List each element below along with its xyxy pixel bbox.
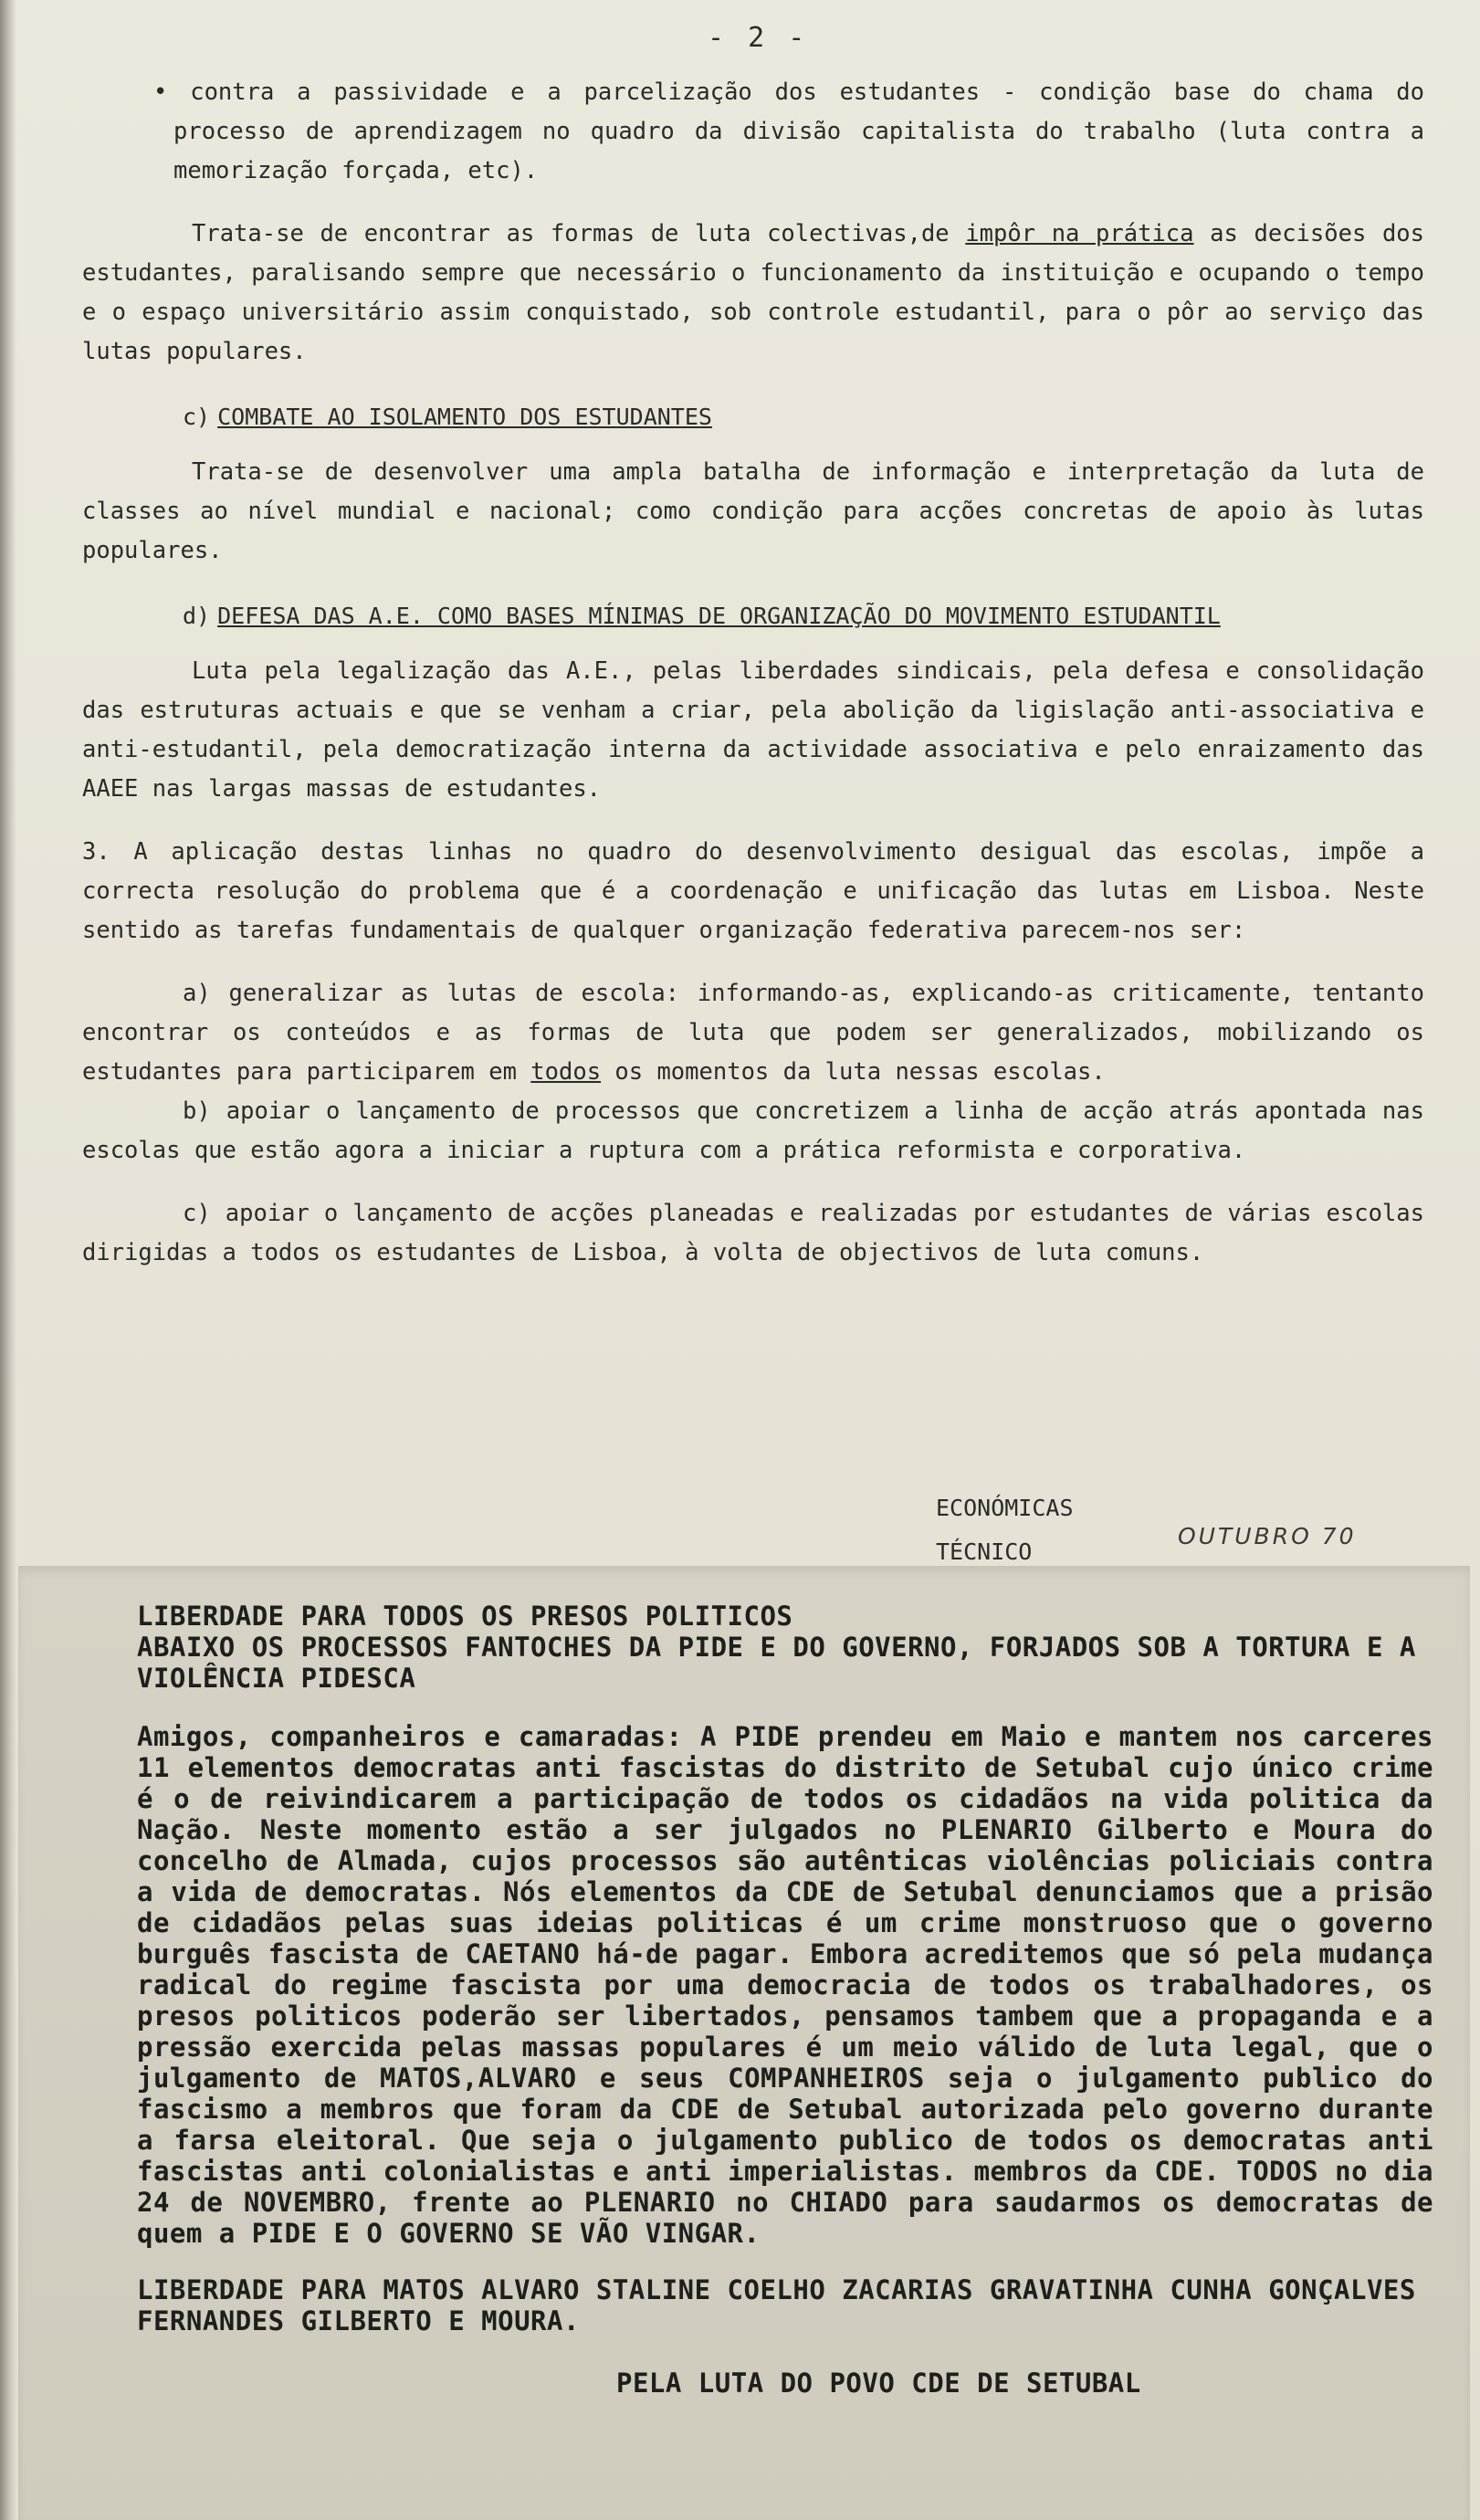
attached-leaflet bbox=[18, 1566, 1470, 2520]
page-number: - 2 - bbox=[708, 22, 809, 54]
signature-tecnico: TÉCNICO bbox=[936, 1538, 1033, 1565]
handwritten-date: OUTUBRO 70 bbox=[1178, 1523, 1357, 1549]
page-edge-shadow bbox=[0, 0, 16, 2520]
task-a-text-1: a) generalizar as lutas de escola: informando-as, explicando-as criticamente, tentanto encontrar os conteúdos e as formas de luta que podem ser generalizados, mobilizando os estudantes para participarem em bbox=[82, 980, 1424, 1086]
leaflet-headline-1: LIBERDADE PARA TODOS OS PRESOS POLITICOS bbox=[137, 1601, 793, 1632]
leaflet-body: Amigos, companheiros e camaradas: A PIDE prendeu em Maio e mantem nos carceres 11 elementos democratas anti fascistas do distrito de Setubal cujo único crime é o de reivindicarem a participação de todos os cidadãos na vida politica da Nação. Neste momento estão a ser julgados no PLENARIO Gilberto e Moura do concelho de Almada, cujos processos são autênticas violências policiais contra a vida de democratas. Nós elementos da CDE de Setubal denunciamos que a prisão de cidadãos pelas suas ideias politicas é um crime monstruoso que o governo burguês fascista de CAETANO há-de pagar. Embora acreditemos que só pela mudança radical do regime fascista por uma democracia de todos os trabalhadores, os presos politicos poderão ser libertados, pensamos tambem que a propaganda e a pressão exercida pelas massas populares é um meio válido de luta legal, que o julgamento de MATOS,ALVARO e seus COMPANHEIROS seja o julgamento publico do fascismo a membros que foram da CDE de Setubal autorizada pelo governo durante a farsa eleitoral. Que seja o julgamento publico de todos os democratas anti fascistas anti colonialistas e anti imperialistas. membros da CDE. TODOS no dia 24 de NOVEMBRO, frente ao PLENARIO no CHIADO para saudarmos os democratas de quem a PIDE E O GOVERNO SE VÃO VINGAR. bbox=[137, 1721, 1433, 2249]
paragraph-isolation: Trata-se de desenvolver uma ampla batalha de informação e interpretação da luta de classes ao nível mundial e nacional; como condição para acções concretas de apoio às lutas populares. bbox=[82, 458, 1424, 564]
heading-d-text: DEFESA DAS A.E. COMO BASES MÍNIMAS DE ORGANIZAÇÃO DO MOVIMENTO ESTUDANTIL bbox=[217, 603, 1221, 629]
typed-text-section bbox=[82, 73, 1424, 1273]
leaflet-signature: PELA LUTA DO POVO CDE DE SETUBAL bbox=[616, 2368, 1141, 2399]
task-item-b: b) apoiar o lançamento de processos que concretizem a linha de acção atrás apontada nas escolas que estão agora a iniciar a ruptura com a prática reformista e corporativa. bbox=[82, 1097, 1424, 1164]
signature-block bbox=[936, 1486, 1074, 1574]
task-item-a bbox=[82, 974, 1424, 1092]
heading-c-text: COMBATE AO ISOLAMENTO DOS ESTUDANTES bbox=[217, 404, 712, 430]
leaflet-freedom-call: LIBERDADE PARA MATOS ALVARO STALINE COELHO ZACARIAS GRAVATINHA CUNHA GONÇALVES FERNANDES GILBERTO E MOURA. bbox=[137, 2274, 1416, 2336]
section-heading-d bbox=[183, 596, 1424, 635]
signature-economicas: ECONÓMICAS bbox=[936, 1495, 1074, 1521]
task-item-c: c) apoiar o lançamento de acções planeadas e realizadas por estudantes de várias escolas dirigidas a todos os estudantes de Lisboa, à volta de objectivos de luta comuns. bbox=[82, 1200, 1424, 1266]
leaflet-headline-2: ABAIXO OS PROCESSOS FANTOCHES DA PIDE E DO GOVERNO, FORJADOS SOB A TORTURA E A VIOLÊNCIA PIDESCA bbox=[137, 1632, 1416, 1694]
paragraph-defense-ae: Luta pela legalização das A.E., pelas liberdades sindicais, pela defesa e consolidação das estruturas actuais e que se venham a criar, pela abolição da ligislação anti-associativa e anti-estudantil, pela democratização interna da actividade associativa e pelo enraizamento das AAEE nas largas massas de estudantes. bbox=[82, 657, 1424, 803]
paragraph-collective-text-2: as decisões dos estudantes, paralisando sempre que necessário o funcionamento da instituição e ocupando o tempo e o espaço universitário assim conquistado, sob controle estudantil, para o pôr ao serviço das lutas populares. bbox=[82, 220, 1425, 365]
bullet-passivity: • contra a passividade e a parcelização dos estudantes - condição base do chama do processo de aprendizagem no quadro da divisão capitalista do trabalho (luta contra a memorização forçada, etc). bbox=[153, 79, 1424, 184]
paragraph-collective-text-1: Trata-se de encontrar as formas de luta colectivas,de bbox=[192, 220, 966, 247]
heading-c-label: c) bbox=[183, 404, 211, 430]
paragraph-point-3: 3. A aplicação destas linhas no quadro do desenvolvimento desigual das escolas, impõe a correcta resolução do problema que é a coordenação e unificação das lutas em Lisboa. Neste sentido as tarefas fundamentais de qualquer organização federativa parecem-nos ser: bbox=[82, 838, 1424, 944]
heading-d-label: d) bbox=[183, 603, 211, 629]
section-heading-c bbox=[183, 397, 1424, 436]
paragraph-collective-struggle bbox=[82, 215, 1424, 372]
underlined-todos: todos bbox=[530, 1058, 602, 1086]
underlined-impor-na-pratica: impôr na prática bbox=[965, 220, 1194, 247]
leaflet-text bbox=[137, 1601, 1433, 2399]
task-a-text-2: os momentos da luta nessas escolas. bbox=[601, 1058, 1106, 1086]
